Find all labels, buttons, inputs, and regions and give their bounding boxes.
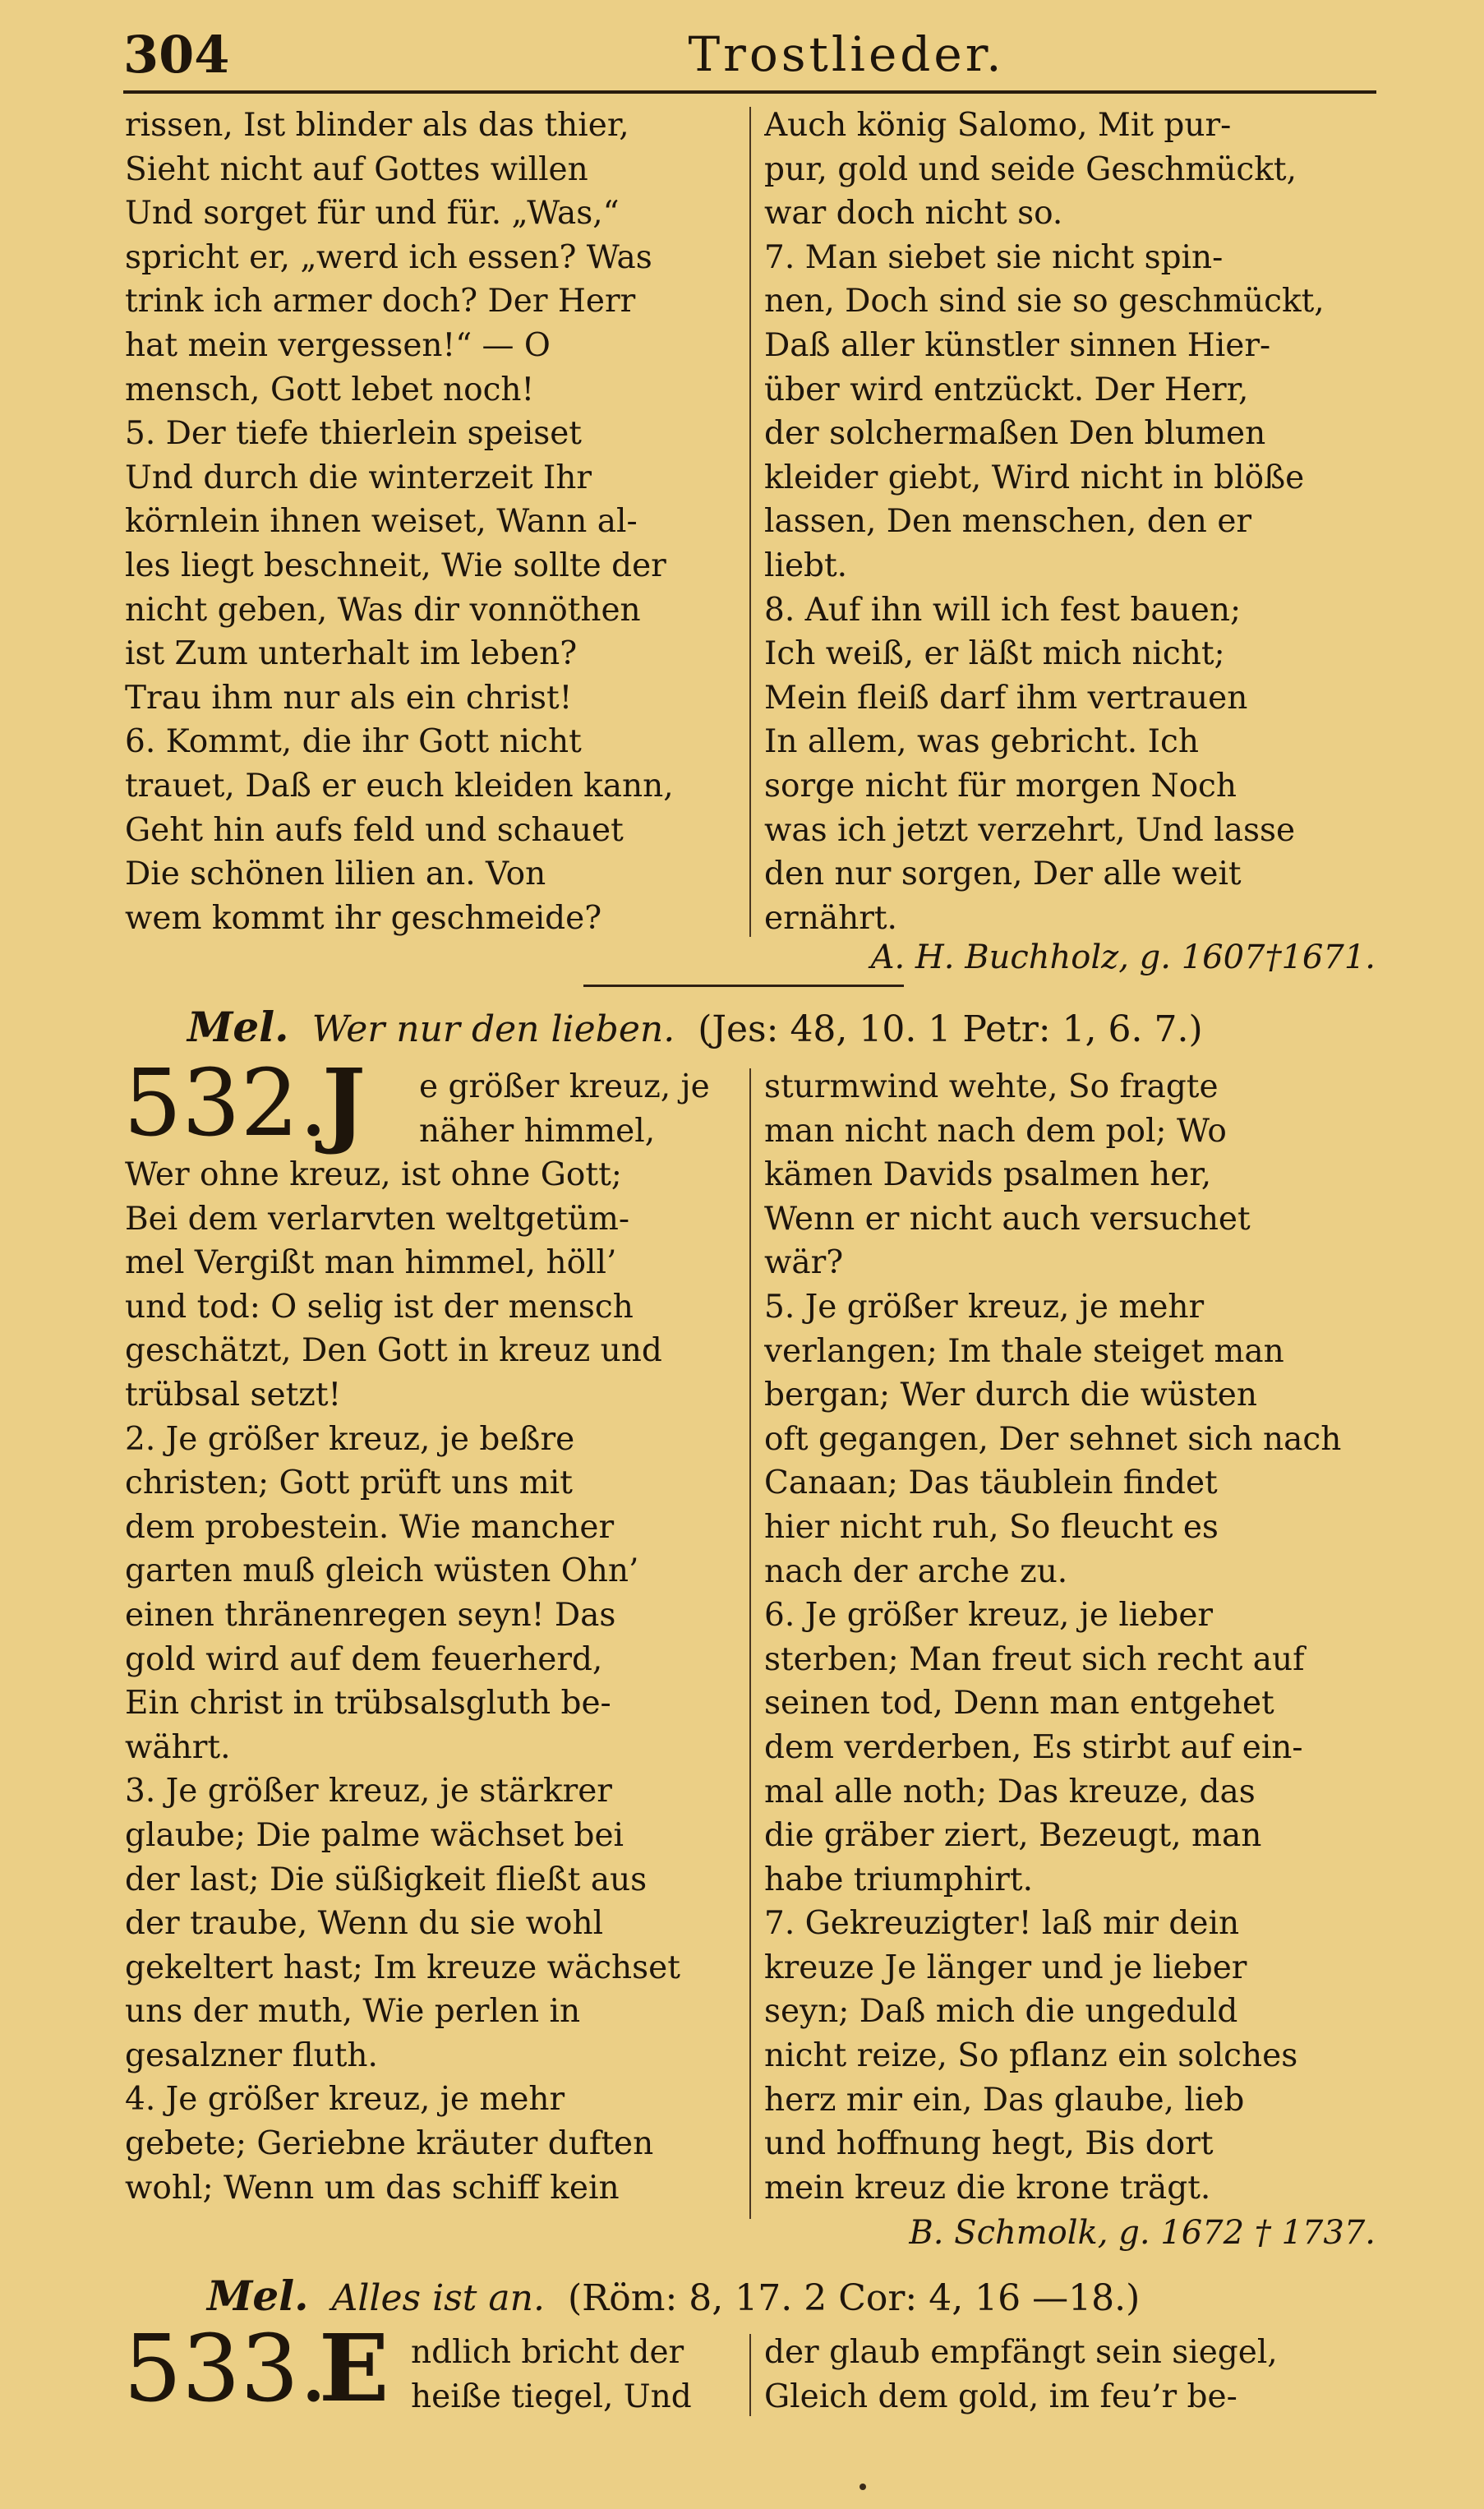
column-divider <box>749 107 751 937</box>
text-line: und hoffnung hegt, Bis dort <box>764 2125 1214 2163</box>
hymn-number-533: 533. <box>123 2316 329 2423</box>
text-line: wohl; Wenn um das schiff kein <box>125 2169 620 2207</box>
text-line: seyn; Daß mich die ungeduld <box>764 1993 1238 2031</box>
text-line: 4. Je größer kreuz, je mehr <box>125 2081 565 2119</box>
running-head: Trostlieder. <box>688 26 1005 82</box>
text-line: über wird entzückt. Der Herr, <box>764 371 1249 408</box>
text-line: die gräber ziert, Bezeugt, man <box>764 1817 1262 1855</box>
text-line: mal alle noth; Das kreuze, das <box>764 1773 1256 1810</box>
text-line: wär? <box>764 1244 844 1282</box>
text-line: uns der muth, Wie perlen in <box>125 1993 581 2031</box>
text-line: war doch nicht so. <box>764 195 1063 233</box>
text-line: e größer kreuz, je <box>419 1068 710 1105</box>
text-line: den nur sorgen, Der alle weit <box>764 856 1242 893</box>
text-line: man nicht nach dem pol; Wo <box>764 1112 1227 1150</box>
text-line: der last; Die süßigkeit fließt aus <box>125 1861 648 1898</box>
continuation-left-column <box>125 104 738 940</box>
text-line: 8. Auf ihn will ich fest bauen; <box>764 591 1242 629</box>
text-line: 6. Je größer kreuz, je lieber <box>764 1597 1214 1635</box>
text-line: spricht er, „werd ich essen? Was <box>125 238 652 276</box>
text-line: nicht reize, So pflanz ein solches <box>764 2037 1298 2075</box>
hymn-separator-rule <box>583 985 904 987</box>
text-line: In allem, was gebricht. Ich <box>764 723 1199 761</box>
text-line: les liegt beschneit, Wie sollte der <box>125 547 666 584</box>
text-line: rissen, Ist blinder als das thier, <box>125 107 629 144</box>
melody-line-533 <box>207 2271 1140 2320</box>
text-line: trink ich armer doch? Der Herr <box>125 283 636 321</box>
text-line: mensch, Gott lebet noch! <box>125 371 535 408</box>
text-line: liebt. <box>764 547 848 584</box>
initial-letter-533: E <box>319 2315 389 2423</box>
column-divider <box>749 2334 751 2416</box>
text-line: herz mir ein, Das glaube, lieb <box>764 2081 1245 2119</box>
scripture-reference: (Jes: 48, 10. 1 Petr: 1, 6. 7.) <box>698 1008 1203 1050</box>
text-line: glaube; Die palme wächset bei <box>125 1816 624 1854</box>
initial-letter-532: J <box>322 1049 366 1157</box>
text-line: 7. Gekreuzigter! laß mir dein <box>764 1905 1240 1943</box>
text-line: sorge nicht für morgen Noch <box>764 767 1237 805</box>
text-line: habe triumphirt. <box>764 1861 1033 1898</box>
text-line: körnlein ihnen weiset, Wann al- <box>125 503 638 541</box>
text-line: der traube, Wenn du sie wohl <box>125 1905 604 1943</box>
text-line: Gleich dem gold, im feu’r be- <box>764 2378 1237 2415</box>
text-line: christen; Gott prüft uns mit <box>125 1464 573 1502</box>
text-line: nen, Doch sind sie so geschmückt, <box>764 283 1325 321</box>
text-line: oft gegangen, Der sehnet sich nach <box>764 1420 1342 1458</box>
text-line: Auch könig Salomo, Mit pur- <box>764 107 1232 144</box>
text-line: Trau ihm nur als ein christ! <box>125 679 573 717</box>
text-line: sterben; Man freut sich recht auf <box>764 1640 1305 1678</box>
text-line: gold wird auf dem feuerherd, <box>125 1640 603 1678</box>
text-line: näher himmel, <box>419 1112 656 1150</box>
text-line: 5. Je größer kreuz, je mehr <box>764 1288 1205 1326</box>
scripture-reference: (Röm: 8, 17. 2 Cor: 4, 16 —18.) <box>567 2277 1141 2319</box>
text-line: verlangen; Im thale steiget man <box>764 1332 1284 1370</box>
text-line: dem verderben, Es stirbt auf ein- <box>764 1728 1303 1766</box>
text-line: Sieht nicht auf Gottes willen <box>125 150 588 188</box>
text-line: kreuze Je länger und je lieber <box>764 1949 1247 1986</box>
text-line: gesalzner fluth. <box>125 2036 378 2074</box>
text-line: Und sorget für und für. „Was,“ <box>125 195 620 233</box>
text-line: nach der arche zu. <box>764 1552 1068 1590</box>
text-line: der glaub empfängt sein siegel, <box>764 2334 1278 2371</box>
text-line: ist Zum unterhalt im leben? <box>125 635 578 673</box>
text-line: bergan; Wer durch die wüsten <box>764 1377 1257 1414</box>
text-line: ernährt. <box>764 899 897 937</box>
text-line: garten muß gleich wüsten Ohn’ <box>125 1552 639 1590</box>
text-line: Bei dem verlarvten weltgetüm- <box>125 1200 630 1238</box>
page-speck <box>860 2484 866 2490</box>
text-line: Ein christ in trübsalsgluth be- <box>125 1685 611 1723</box>
text-line: 5. Der tiefe thierlein speiset <box>125 415 582 453</box>
author-line-1: A. H. Buchholz, g. 1607†1671. <box>870 939 1376 976</box>
text-line: 2. Je größer kreuz, je beßre <box>125 1420 575 1458</box>
page-number: 304 <box>123 25 230 85</box>
text-line: und tod: O selig ist der mensch <box>125 1288 634 1326</box>
text-line: Geht hin aufs feld und schauet <box>125 811 624 849</box>
text-line: heiße tiegel, Und <box>411 2378 692 2415</box>
text-line: gekeltert hast; Im kreuze wächset <box>125 1949 680 1986</box>
melody-tune: Alles ist an. <box>331 2277 545 2319</box>
text-line: trübsal setzt! <box>125 1376 342 1414</box>
text-line: Canaan; Das täublein findet <box>764 1464 1218 1502</box>
text-line: seinen tod, Denn man entgehet <box>764 1685 1274 1723</box>
text-line: kämen Davids psalmen her, <box>764 1156 1212 1194</box>
melody-label: Mel. <box>187 1003 289 1051</box>
text-line: kleider giebt, Wird nicht in blöße <box>764 459 1305 496</box>
text-line: 6. Kommt, die ihr Gott nicht <box>125 723 582 761</box>
text-line: währt. <box>125 1728 231 1766</box>
text-line: trauet, Daß er euch kleiden kann, <box>125 767 674 805</box>
text-line: 3. Je größer kreuz, je stärkrer <box>125 1773 612 1810</box>
text-line: Wenn er nicht auch versuchet <box>764 1200 1251 1238</box>
author-line-2: B. Schmolk, g. 1672 † 1737. <box>909 2214 1376 2252</box>
page-header <box>123 18 1376 90</box>
text-line: lassen, Den menschen, den er <box>764 503 1252 541</box>
text-line: hat mein vergessen!“ — O <box>125 326 551 364</box>
hymn532-right-column <box>764 1065 1389 2210</box>
hymn532-left-column <box>125 1153 738 2210</box>
text-line: einen thränenregen seyn! Das <box>125 1596 616 1634</box>
text-line: was ich jetzt verzehrt, Und lasse <box>764 811 1296 849</box>
melody-tune: Wer nur den lieben. <box>311 1008 675 1050</box>
melody-line-532 <box>187 1003 1203 1051</box>
text-line: wem kommt ihr geschmeide? <box>125 899 602 937</box>
text-line: dem probestein. Wie mancher <box>125 1508 615 1546</box>
text-line: geschätzt, Den Gott in kreuz und <box>125 1332 662 1370</box>
hymn533-right-column <box>764 2331 1389 2419</box>
text-line: mel Vergißt man himmel, höll’ <box>125 1244 617 1282</box>
text-line: nicht geben, Was dir vonnöthen <box>125 591 641 629</box>
melody-label: Mel. <box>207 2271 309 2320</box>
text-line: 7. Man siebet sie nicht spin- <box>764 238 1224 276</box>
hymn-number-532: 532. <box>123 1050 329 1157</box>
text-line: Die schönen lilien an. Von <box>125 856 546 893</box>
hymn533-opening-lines <box>411 2331 740 2419</box>
text-line: Und durch die winterzeit Ihr <box>125 459 592 496</box>
continuation-right-column <box>764 104 1389 940</box>
text-line: sturmwind wehte, So fragte <box>764 1068 1219 1105</box>
text-line: der solchermaßen Den blumen <box>764 415 1266 453</box>
header-rule <box>123 90 1376 94</box>
text-line: hier nicht ruh, So fleucht es <box>764 1508 1219 1546</box>
text-line: Mein fleiß darf ihm vertrauen <box>764 679 1248 717</box>
text-line: Ich weiß, er läßt mich nicht; <box>764 635 1225 673</box>
text-line: pur, gold und seide Geschmückt, <box>764 150 1297 188</box>
column-divider <box>749 1068 751 2219</box>
text-line: Daß aller künstler sinnen Hier- <box>764 326 1271 364</box>
text-line: gebete; Geriebne kräuter duften <box>125 2125 654 2163</box>
text-line: mein kreuz die krone trägt. <box>764 2169 1211 2207</box>
text-line: ndlich bricht der <box>411 2334 684 2371</box>
hymn532-opening-lines <box>419 1065 741 1153</box>
text-line: Wer ohne kreuz, ist ohne Gott; <box>125 1156 622 1193</box>
